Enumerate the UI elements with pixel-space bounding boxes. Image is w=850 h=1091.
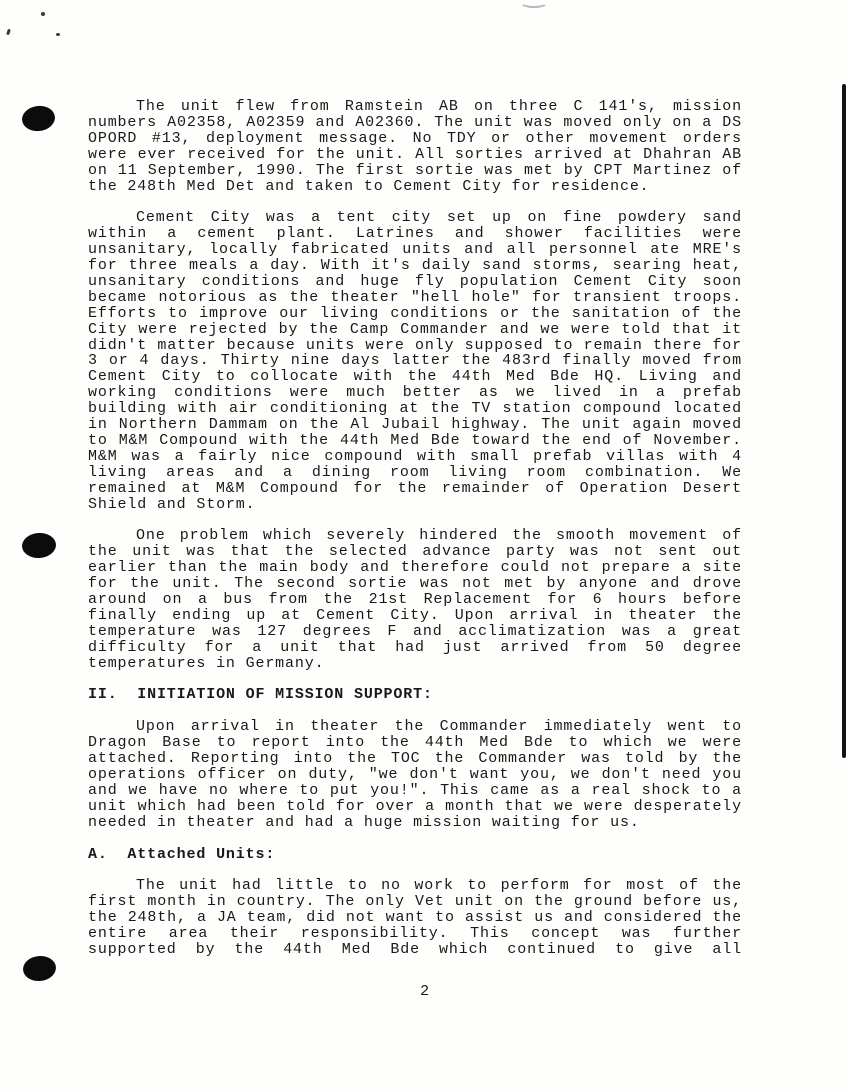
paragraph-cement-city: Cement City was a tent city set up on fine powdery sand within a cement plant. Latrines and shower facilities were unsanitary, locally fabricated units and all personnel ate MRE's for three meals a day. With it's daily sand storms, searing heat, unsanitary conditions and huge fly population Cement City soon became notorious as the theater "hell hole" for transient troops. Efforts to improve our living conditions or the sanitation of the City were rejected by the Camp Commander and we were told that it didn't matter because units were only supposed to remain there for 3 or 4 days. Thirty nine days latter the 483rd finally moved from Cement City to collocate with the 44th Med Bde HQ. Living and working conditions were much better as we lived in a prefab building with air conditioning at the TV station compound located in Northern Dammam on the Al Jubail highway. The unit again moved to M&M Compound with the 44th Med Bde toward the end of November. M&M was a fairly nice compound with small prefab villas with 4 living areas and a dining room living room combination. We remained at M&M Compound for the remainder of Operation Desert Shield and Storm. (88, 209, 742, 513)
scan-edge-line (842, 84, 846, 758)
body-text (88, 99, 742, 974)
paragraph-dragon-base: Upon arrival in theater the Commander immediately went to Dragon Base to report into the 44th Med Bde to which we were attached. Reporting into the TOC the Commander was told by the operations officer on duty, "we don't want you, we don't need you and we have no where to put you!". This came as a real shock to a unit which had been told for over a month that we were desperately needed in theater and had a huge mission waiting for us. (88, 718, 742, 831)
hole-punch (21, 532, 57, 559)
scan-speck (6, 29, 11, 36)
paragraph-flight-movement: The unit flew from Ramstein AB on three C 141's, mission numbers A02358, A02359 and A02360. The unit was moved only on a DS OPORD #13, deployment message. No TDY or other movement orders were ever received for the unit. All sorties arrived at Dhahran AB on 11 September, 1990. The first sortie was met by CPT Martinez of the 248th Med Det and taken to Cement City for residence. (88, 98, 742, 195)
scan-speck (56, 33, 60, 36)
hole-punch (21, 104, 57, 133)
paragraph-advance-party: One problem which severely hindered the smooth movement of the unit was that the selected advance party was not sent out earlier than the main body and therefore could not prepare a site for the unit. The second sortie was not met by anyone and drove around on a bus from the 21st Replacement for 6 hours before finally ending up at Cement City. Upon arrival in theater the temperature was 127 degrees F and acclimatization was a great difficulty for a unit that had just arrived from 50 degree temperatures in Germany. (88, 527, 742, 672)
heading-attached-units: A. Attached Units: (88, 845, 276, 863)
paragraph-attached-units: The unit had little to no work to perform for most of the first month in country. The only Vet unit on the ground before us, the 248th, a JA team, did not want to assist us and considered the entire area their responsibility. This concept was further supported by the 44th Med Bde which continued to give all (88, 877, 742, 958)
heading-initiation-of-mission-support: II. INITIATION OF MISSION SUPPORT: (88, 686, 433, 704)
page-number: 2 (420, 983, 430, 1000)
hole-punch (22, 954, 57, 982)
scan-speck (41, 12, 45, 16)
scan-smudge (520, 0, 548, 8)
